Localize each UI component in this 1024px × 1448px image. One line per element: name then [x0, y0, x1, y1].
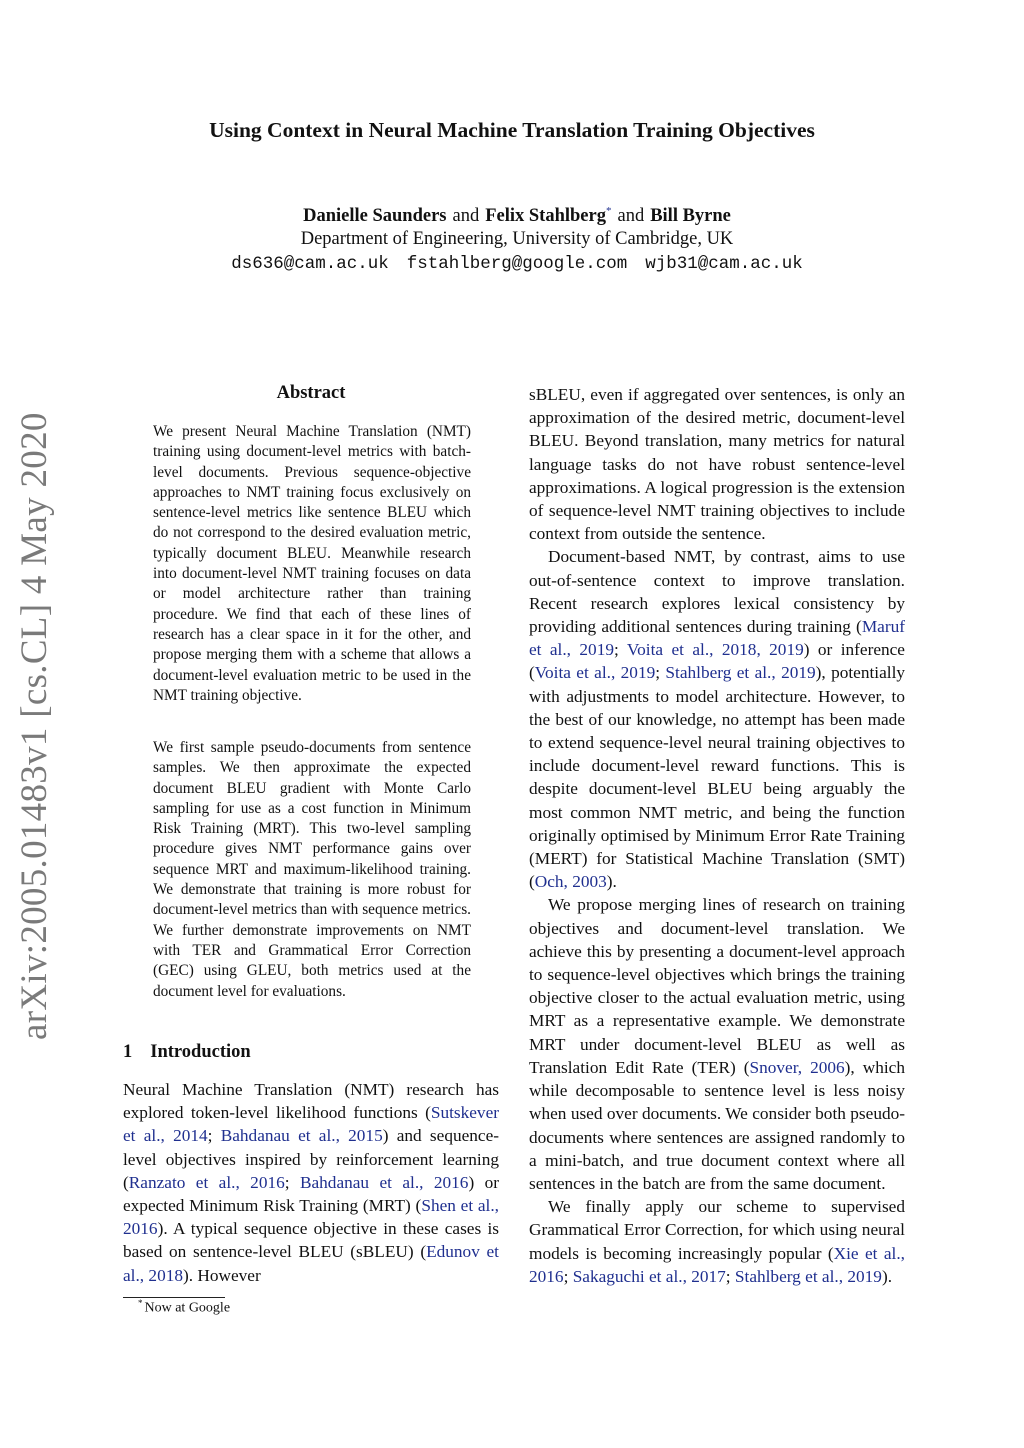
- body-text: We finally apply our scheme to supervised Grammatical Error Correction, for which using neural models is becoming increasingly popular (: [529, 1197, 905, 1263]
- citation-link[interactable]: Bahdanau et al., 2015: [220, 1126, 383, 1146]
- body-text: ).: [606, 872, 617, 892]
- body-text: ;: [655, 663, 666, 683]
- body-text: ). A typical sequence objective in these cases is based on sentence-level BLEU (sBLEU) (: [123, 1219, 499, 1262]
- citation-link[interactable]: Snover, 2006: [749, 1057, 845, 1077]
- body-paragraph: [123, 1078, 499, 1287]
- citation-link[interactable]: Edunov et al., 2018: [123, 1242, 499, 1285]
- author-name: Danielle Saunders: [303, 206, 447, 227]
- citation-link[interactable]: Maruf et al., 2019: [529, 617, 905, 660]
- footnote-text: Now at Google: [144, 1300, 231, 1316]
- citation-link[interactable]: Stahlberg et al., 2019: [665, 663, 816, 683]
- citation-link[interactable]: Shen et al., 2016: [123, 1196, 500, 1239]
- citation-link[interactable]: Xie et al., 2016: [529, 1243, 905, 1286]
- author-name: Felix Stahlberg: [485, 206, 606, 227]
- section-title: Introduction: [150, 1042, 251, 1062]
- email-address: fstahlberg@google.com: [406, 254, 628, 274]
- citation-link[interactable]: Voita et al., 2018, 2019: [626, 640, 804, 660]
- body-text: ;: [284, 1172, 300, 1192]
- body-text: ;: [613, 640, 627, 660]
- body-text: ).: [881, 1266, 893, 1286]
- body-paragraph: [529, 1195, 905, 1288]
- body-text: ;: [207, 1126, 221, 1146]
- body-text: We propose merging lines of research on training objectives and document-level translation. We achieve this by presenting a document-level approach to sequence-level objectives which brings the training objective closer to the actual evaluation metric, using MRT as a representative example. We demonstrate MRT under document-level BLEU as well as Translation Edit Rate (TER) (: [529, 895, 905, 1077]
- body-text: ). However: [183, 1265, 261, 1285]
- body-text: ;: [563, 1266, 573, 1286]
- arxiv-stamp: arXiv:2005.01483v1 [cs.CL] 4 May 2020: [14, 412, 55, 1040]
- body-paragraph: [529, 545, 905, 893]
- footnote-mark: *: [138, 1298, 143, 1308]
- abstract-paragraph: We first sample pseudo-documents from sentence samples. We then approximate the expected document BLEU gradient with Monte Carlo sampling for use as a cost function in Minimum Risk Training (MRT). This two-level sampling procedure gives NMT performance gains over sequence MRT and maximum-likelihood training. We demonstrate that training is more robust for document-level metrics than with sequence metrics. We further demonstrate improvements on NMT with TER and Grammatical Error Correction (GEC) using GLEU, both metrics used at the document level for evaluations.: [153, 739, 471, 1000]
- email-address: wjb31@cam.ac.uk: [645, 254, 803, 274]
- citation-link[interactable]: Bahdanau et al., 2016: [299, 1172, 469, 1192]
- body-text: Neural Machine Translation (NMT) research has explored token-level likelihood functions (: [123, 1080, 499, 1123]
- abstract-paragraph: We present Neural Machine Translation (NMT) training using document-level metrics with batch-level documents. Previous sequence-objective approaches to NMT training focus exclusively on sentence-level metrics like sentence BLEU which do not correspond to the desired evaluation metric, typically document BLEU. Meanwhile research into document-level NMT training focuses on data or model architecture rather than training procedure. We find that each of these lines of research has a clear space in it for the other, and propose merging them with a scheme that allows a document-level evaluation metric to be used in the NMT training objective.: [153, 423, 471, 704]
- author-emails: [0, 254, 1024, 274]
- body-paragraph: [529, 893, 905, 1195]
- paper-title: Using Context in Neural Machine Translation Training Objectives: [209, 118, 815, 142]
- body-text: ) or inference (: [529, 640, 905, 683]
- body-text: ) and sequence-level objectives inspired by reinforcement learning (: [123, 1126, 500, 1192]
- author-name: Bill Byrne: [650, 206, 731, 227]
- intro-left-column: [123, 1078, 499, 1287]
- body-text: ), potentially with adjustments to model architecture. However, to the best of our knowledge, no attempt has been made to extend sequence-level neural training objectives to include document-level reward functions. This is despite document-level BLEU being arguably the most common NMT metric, and being the function originally optimised by Minimum Error Rate Training (MERT) for Statistical Machine Translation (SMT) (: [529, 663, 906, 892]
- footnote: [138, 1298, 230, 1317]
- intro-right-column: [529, 383, 905, 1288]
- body-text: ), which while decomposable to sentence level is less noisy when used over documents. We consider both pseudo-documents where sentences are assigned randomly to a mini-batch, and true document context where all sentences in the batch are from the same document.: [529, 1057, 905, 1193]
- citation-link[interactable]: Ranzato et al., 2016: [128, 1172, 285, 1192]
- citation-link[interactable]: Och, 2003: [534, 872, 607, 892]
- body-text: ) or expected Minimum Risk Training (MRT) (: [123, 1172, 499, 1216]
- footnote-mark[interactable]: *: [605, 205, 612, 217]
- section-number: 1: [123, 1042, 133, 1062]
- email-address: ds636@cam.ac.uk: [231, 254, 389, 274]
- citation-link[interactable]: Sutskever et al., 2014: [123, 1103, 499, 1146]
- author-separator: and: [452, 206, 480, 227]
- body-text: ;: [725, 1266, 735, 1286]
- affiliation: Department of Engineering, University of Cambridge, UK: [300, 229, 734, 249]
- author-list: [0, 205, 1024, 227]
- abstract-heading: Abstract: [276, 383, 346, 403]
- author-separator: and: [617, 206, 645, 227]
- section-heading: [123, 1042, 251, 1063]
- citation-link[interactable]: Sakaguchi et al., 2017: [572, 1266, 726, 1286]
- citation-link[interactable]: Voita et al., 2019: [534, 663, 656, 683]
- citation-link[interactable]: Stahlberg et al., 2019: [734, 1266, 882, 1286]
- body-text: Document-based NMT, by contrast, aims to use out-of-sentence context to improve translation. Recent research explores lexical consistency by providing additional sentences during training (: [529, 547, 905, 637]
- body-paragraph: sBLEU, even if aggregated over sentences, is only an approximation of the desired metric, document-level BLEU. Beyond translation, many metrics for natural language tasks do not have robust sentence-level approximations. A logical progression is the extension of sequence-level NMT training objectives to include context from outside the sentence.: [529, 385, 905, 544]
